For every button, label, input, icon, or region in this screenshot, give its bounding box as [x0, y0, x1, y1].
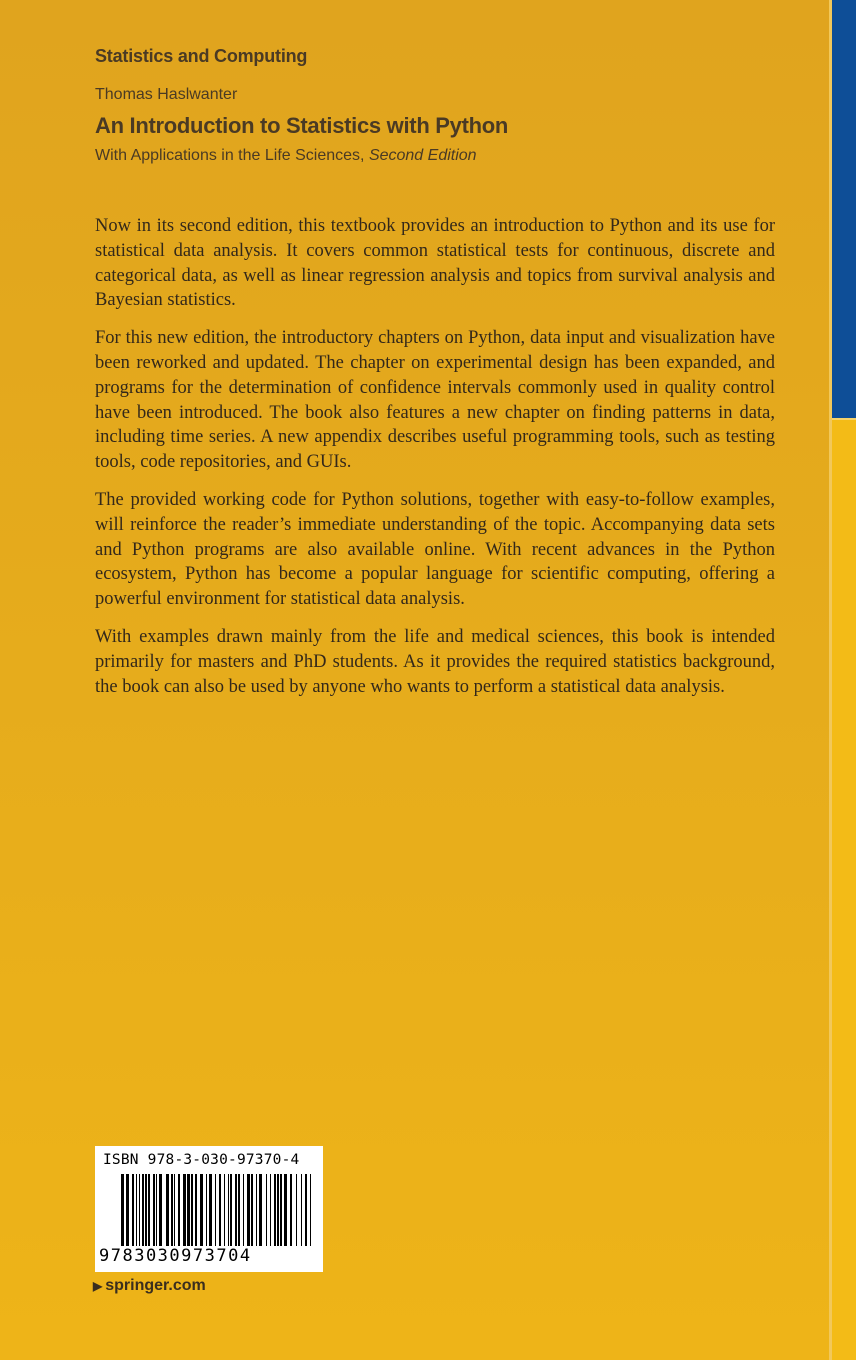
spine-gold-band	[832, 420, 856, 1360]
blurb-paragraph: Now in its second edition, this textbook provides an introduction to Python and its use for statistical data analysis. It covers common statistical tests for continuous, discrete and categorical data, as well as linear regression analysis and topics from survival analysis and Bayesian statistics.	[95, 216, 775, 311]
publisher-link[interactable]	[93, 1277, 206, 1295]
arrow-icon: ▶	[93, 1279, 103, 1293]
spine-blue-band	[832, 0, 856, 420]
book-subtitle	[95, 147, 477, 165]
subtitle-main: With Applications in the Life Sciences,	[95, 147, 365, 164]
isbn-label: ISBN 978-3-030-97370-4	[103, 1152, 300, 1168]
author-name: Thomas Haslwanter	[95, 86, 238, 103]
barcode-digits: 9783030973704	[99, 1246, 319, 1266]
isbn-barcode	[95, 1146, 323, 1272]
series-name: Statistics and Computing	[95, 46, 308, 66]
blurb-text	[95, 214, 775, 712]
publisher-url: springer.com	[105, 1277, 206, 1294]
blurb-paragraph: With examples drawn mainly from the life and medical sciences, this book is intended primarily for masters and PhD students. As it provides the required statistics background, the book can also be used by anyone who wants to perform a statistical data analysis.	[95, 626, 775, 697]
blurb-paragraph: The provided working code for Python solutions, together with easy-to-follow examples, will reinforce the reader’s immediate understanding of the topic. Accompanying data sets and Python programs are also available online. With recent advances in the Python ecosystem, Python has become a popular language for scientific computing, offering a powerful environment for statistical data analysis.	[95, 489, 775, 610]
blurb-paragraph: For this new edition, the introductory chapters on Python, data input and visualization have been reworked and updated. The chapter on experimental design has been expanded, and programs for the determination of confidence intervals commonly used in quality control have been introduced. The book also features a new chapter on finding patterns in data, including time series. A new appendix describes useful programming tools, such as testing tools, code repositories, and GUIs.	[95, 328, 775, 473]
book-title: An Introduction to Statistics with Python	[95, 113, 509, 138]
subtitle-edition: Second Edition	[368, 147, 477, 164]
